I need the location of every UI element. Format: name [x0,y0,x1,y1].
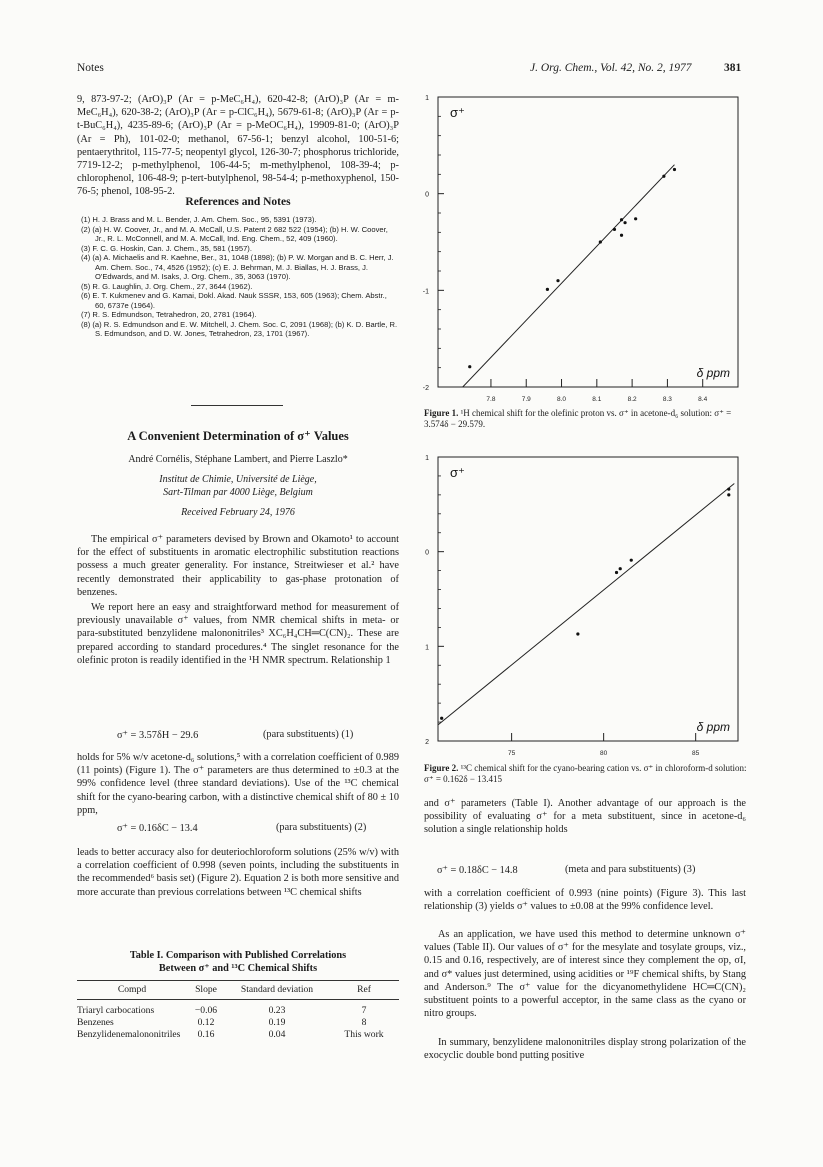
affiliation-line-2: Sart-Tilman par 4000 Liège, Belgium [163,487,313,498]
table-cell: 0.23 [268,1005,286,1016]
running-head-journal: J. Org. Chem., Vol. 42, No. 2, 1977 [530,62,692,74]
reference-item: (4) (a) A. Michaelis and R. Kaehne, Ber., 31, 1048 (1898); (b) P. W. Morgan and B. C. Herr, J. Am. Chem. Soc., 74, 4526 (1952); (c) E. J. Behrman, M. J. Biallas, H. J. Brass, J. O'Edwards, and M. Isaks, J. Org. Chem., 35, 3063 (1970). [81,253,394,281]
y-tick-label: 0 [425,549,429,557]
data-point [634,217,637,220]
registry-numbers: 9, 873-97-2; (ArO)₃P (Ar = p-MeC₆H₄), 620-42-8; (ArO)₃P (Ar = m-MeC₆H₄), 620-38-2; (ArO)₃P (Ar = p-ClC₆H₄), 5679-61-8; (ArO)₃P (Ar = p-t-BuC₆H₄), 4235-89-6; (ArO)₃P (Ar = p-MeOC₆H₄), 19909-81-0; (ArO)₃P (Ar = Ph), 101-02-0; methanol, 67-56-1; benzyl alcohol, 100-51-6; pentaerythritol, 115-77-5; neopentyl glycol, 126-30-7; phosphorus trichloride, 7719-12-2; p-methylphenol, 106-44-5; m-methylphenol, 108-39-4; p-chlorophenol, 106-48-9; p-tert-butylphenol, 98-54-4; p-methoxyphenol, 150-76-5; phenol, 108-95-2. [77,94,399,198]
table-cell: Benzenes [77,1017,114,1028]
data-point [613,228,616,231]
table-title-line-1: Table I. Comparison with Published Correlations [129,950,347,961]
reference-item: (6) E. T. Kukmenev and G. Kamai, Dokl. Akad. Nauk SSSR, 153, 605 (1963); Chem. Abstr., 60, 6737e (1964). [81,291,387,310]
figure-2-caption-text: ¹³C chemical shift for the cyano-bearing cation vs. σ⁺ in chloroform-d solution: σ⁺ = 0.162δ − 13.415 [424,763,747,784]
figure-2-plot [418,448,748,760]
y-tick-label: 2 [425,739,429,746]
table-cell: 0.16 [197,1029,215,1040]
y-tick-label: 0 [425,191,429,199]
method-paragraph: We report here an easy and straightforward method for measurement of previously unavailable σ⁺ values, from NMR chemical shifts in meta- or para-substituted benzylidene malononitriles³ XC₆H₄CH═C(CN)₂. These are prepared according to standard procedures.⁴ The singlet resonance for the olefinic proton is readily identified in the ¹H NMR spectrum. Relationship 1 [77,602,399,666]
plot-frame [438,97,738,387]
table-cell: −0.06 [194,1005,218,1016]
figure-1-label: Figure 1. [424,408,459,418]
equation-3-note: (meta and para substituents) (3) [565,864,696,875]
article-title: A Convenient Determination of σ⁺ Values [127,429,349,443]
table-cell: Benzylidenemalononitriles [77,1029,181,1040]
reference-item: (3) F. C. G. Hoskin, Can. J. Chem., 35, 581 (1957). [81,243,252,253]
regression-line [463,165,675,387]
figure-2-caption [424,763,754,785]
data-point [599,240,602,243]
table-header: Compd [117,984,147,995]
equation-2: σ⁺ = 0.16δC − 13.4 [117,823,198,834]
table-header: Ref [357,984,371,995]
running-head-section: Notes [77,62,104,74]
table-cell: 7 [361,1005,367,1016]
table-title-line-2: Between σ⁺ and ¹³C Chemical Shifts [158,963,318,974]
figure-2-label: Figure 2. [424,763,459,773]
right-paragraph-2: with a correlation coefficient of 0.993 (nine points) (Figure 3). This last relationship (3) yields σ⁺ values to ±0.08 at the 99% confidence level. [424,888,746,913]
equation-1: σ⁺ = 3.57δH − 29.6 [117,730,199,741]
affiliation-line-1: Institut de Chimie, Université de Liège, [159,474,317,485]
y-tick-label: 1 [425,455,429,462]
data-point [623,221,626,224]
x-tick-label: 8.4 [698,396,708,403]
right-paragraph-4: In summary, benzylidene malononitriles display strong polarization of the exocyclic double bond putting positive [424,1037,746,1062]
x-tick-label: 85 [692,750,700,757]
data-point [546,288,549,291]
y-axis-label: σ⁺ [450,465,465,480]
data-point [673,168,676,171]
data-point [576,632,579,635]
data-point [727,488,730,491]
results-paragraph: holds for 5% w/v acetone-d₆ solutions,⁵ with a correlation coefficient of 0.989 (11 points) (Figure 1). The σ⁺ parameters are thus determined to ±0.3 at the 99% confidence level (three standard deviations). Use of the ¹³C chemical shift for the cyano-bearing carbon, with a distinctive chemical shift of 80 ± 10 ppm, [77,752,399,816]
figure-1-caption-text: ¹H chemical shift for the olefinic proton vs. σ⁺ in acetone-d₆ solution: σ⁺ = 3.574δ − 29.579. [424,408,732,429]
regression-line [438,484,734,725]
x-tick-label: 80 [600,750,608,757]
y-tick-label: 1 [425,95,429,102]
data-point [468,365,471,368]
x-tick-label: 8.1 [592,396,602,403]
y-tick-label: 1 [425,644,429,652]
data-point [440,717,443,720]
accuracy-paragraph: leads to better accuracy also for deuteriochloroform solutions (25% w/v) with a correlation coefficient of 0.998 (seven points, including the substituents in the recommended⁶ basis set) (Figure 2). Equation 2 is both more sensitive and more accurate than previous correlations between ¹³C chemical shifts [77,847,399,898]
x-tick-label: 7.9 [521,396,531,403]
table-header: Slope [195,984,217,995]
data-point [727,493,730,496]
reference-item: (1) H. J. Brass and M. L. Bender, J. Am. Chem. Soc., 95, 5391 (1973). [81,215,317,224]
references-list [81,215,399,339]
figure-1-plot [418,88,748,408]
reference-item: (2) (a) H. W. Coover, Jr., and M. A. McCall, U.S. Patent 2 682 522 (1954); (b) H. W. Coover, Jr., R. L. McConnell, and M. A. McCall, Ind. Eng. Chem., 52, 409 (1960). [81,224,388,243]
table-cell: This work [344,1029,384,1040]
y-axis-label: σ⁺ [450,105,465,120]
right-paragraph-3: As an application, we have used this method to determine unknown σ⁺ values (Table II). Our values of σ⁺ for the mesylate and tosylate groups, viz., 0.15 and 0.16, respectively, are of interest since they complement the σp, σI, and σ* values just determined, using acidities or ¹⁹F chemical shifts, by Stang and Anderson.⁹ The σ⁺ value for the dicyanomethylidene HC═C(CN)₂ substituent points to a powerful acceptor, in the same class as the cyano or nitro groups. [424,929,746,1020]
comparison-table [77,980,399,1041]
table-cell: 0.19 [268,1017,286,1028]
authors: André Cornélis, Stéphane Lambert, and Pierre Laszlo* [128,454,348,465]
table-row [77,1005,399,1017]
equation-2-note: (para substituents) (2) [276,822,367,833]
received-date: Received February 24, 1976 [181,507,295,518]
x-tick-label: 8.2 [627,396,637,403]
data-point [620,218,623,221]
references-heading: References and Notes [185,196,291,208]
table-header: Standard deviation [240,984,314,995]
table-row [77,1017,399,1029]
data-point [620,234,623,237]
figure-1-caption [424,408,754,430]
reference-item: (5) R. G. Laughlin, J. Org. Chem., 27, 3644 (1962). [81,281,253,291]
plot-frame [438,457,738,741]
data-point [630,559,633,562]
page-number: 381 [724,62,742,74]
reference-item: (7) R. S. Edmundson, Tetrahedron, 20, 2781 (1964). [81,310,257,319]
right-paragraph-1: and σ⁺ parameters (Table I). Another advantage of our approach is the possibility of evaluating σ⁺ for a meta substituent, since in acetone-d₆ solution a single relationship holds [424,798,746,836]
table-row [77,1029,399,1041]
x-axis-label: δ ppm [696,720,730,734]
section-divider [191,405,283,406]
table-cell: 0.12 [197,1017,215,1028]
y-tick-label: -1 [422,288,429,296]
x-tick-label: 8.3 [662,396,672,403]
x-tick-label: 7.8 [486,396,496,403]
data-point [619,567,622,570]
table-header-row [77,984,399,995]
data-point [615,571,618,574]
data-point [662,175,665,178]
table-cell: Triaryl carbocations [77,1005,155,1016]
x-axis-label: δ ppm [696,366,730,380]
table-cell: 8 [361,1017,367,1028]
y-tick-label: -2 [422,385,429,392]
equation-1-note: (para substituents) (1) [263,729,354,740]
reference-item: (8) (a) R. S. Edmundson and E. W. Mitchell, J. Chem. Soc. C, 2091 (1968); (b) K. D. Bartle, R. S. Edmundson, and D. W. Jones, Tetrahedron, 23, 1701 (1967). [81,319,398,338]
x-tick-label: 75 [508,750,516,757]
table-cell: 0.04 [268,1029,286,1040]
equation-3: σ⁺ = 0.18δC − 14.8 [437,865,518,876]
x-tick-label: 8.0 [557,396,567,403]
data-point [556,279,559,282]
intro-paragraph: The empirical σ⁺ parameters devised by Brown and Okamoto¹ to account for the effect of substituents in aromatic electrophilic substitution reactions possess a much greater generality. For instance, Streitwieser et al.² have recently demonstrated their applicability to gas-phase protonation of benzenes. [77,534,399,598]
